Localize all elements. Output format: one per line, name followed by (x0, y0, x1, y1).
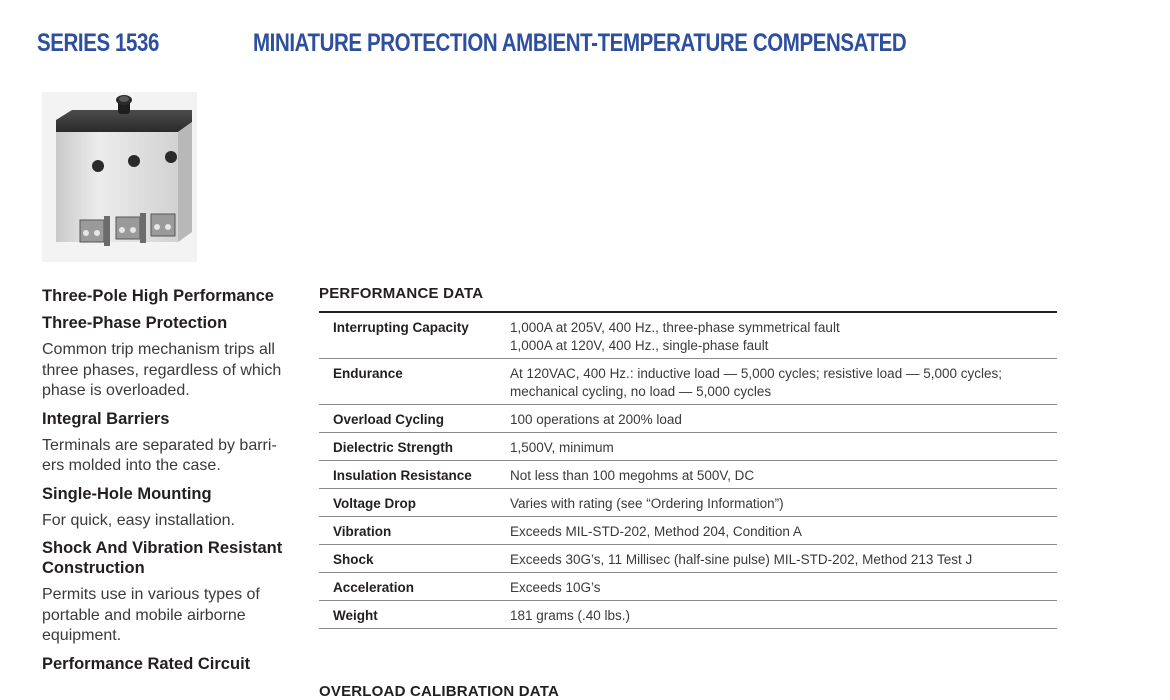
parameter-name: Insulation Resistance (319, 461, 510, 489)
table-row (319, 433, 1057, 461)
feature-heading: Three-Phase Protection (42, 314, 228, 332)
table-row (319, 359, 1057, 405)
parameter-name: Interrupting Capacity (319, 312, 510, 359)
parameter-name: Overload Cycling (319, 405, 510, 433)
table-row (319, 573, 1057, 601)
feature-body: Permits use in various types of portable and mobile airborne equipment. (42, 586, 260, 644)
parameter-value: Not less than 100 megohms at 500V, DC (510, 461, 1057, 489)
parameter-name: Voltage Drop (319, 489, 510, 517)
parameter-name: Acceleration (319, 573, 510, 601)
features-column (42, 285, 292, 681)
parameter-value: Exceeds 30G’s, 11 Millisec (half-sine pulse) MIL-STD-202, Method 213 Test J (510, 545, 1057, 573)
parameter-value: Exceeds MIL-STD-202, Method 204, Condition A (510, 517, 1057, 545)
feature-body: Terminals are separated by barri-ers molded into the case. (42, 436, 277, 474)
feature-heading: Performance Rated Circuit (42, 654, 251, 673)
parameter-value: 1,500V, minimum (510, 433, 1057, 461)
feature-body: For quick, easy installation. (42, 511, 235, 529)
parameter-value: Varies with rating (see “Ordering Information”) (510, 489, 1057, 517)
feature-heading: Shock And Vibration Resistant Construction (42, 539, 283, 577)
parameter-value: Exceeds 10G’s (510, 573, 1057, 601)
parameter-name: Weight (319, 601, 510, 629)
performance-table (319, 311, 1057, 629)
feature-body: Common trip mechanism trips all three phases, regardless of which phase is overloaded. (42, 341, 282, 399)
feature-heading: Integral Barriers (42, 409, 170, 428)
table-row (319, 545, 1057, 573)
table-row (319, 312, 1057, 359)
overload-calibration-title: OVERLOAD CALIBRATION DATA (319, 683, 559, 700)
table-row (319, 405, 1057, 433)
value-line: 1,000A at 205V, 400 Hz., three-phase symmetrical fault (510, 320, 840, 335)
parameter-value: 181 grams (.40 lbs.) (510, 601, 1057, 629)
parameter-name: Dielectric Strength (319, 433, 510, 461)
parameter-value (510, 359, 1057, 405)
parameter-value (510, 312, 1057, 359)
performance-data-title: PERFORMANCE DATA (319, 285, 484, 302)
value-line: At 120VAC, 400 Hz.: inductive load — 5,000 cycles; resistive load — 5,000 cycles; (510, 366, 1002, 381)
value-line: mechanical cycling, no load — 5,000 cycles (510, 384, 772, 399)
parameter-name: Endurance (319, 359, 510, 405)
series-title: SERIES 1536 (37, 29, 159, 57)
parameter-name: Vibration (319, 517, 510, 545)
circuit-breaker-photo (42, 92, 197, 262)
page-title: MINIATURE PROTECTION AMBIENT-TEMPERATURE COMPENSATED (253, 29, 907, 57)
table-row (319, 489, 1057, 517)
feature-heading: Three-Pole High Performance (42, 287, 274, 305)
table-row (319, 461, 1057, 489)
parameter-name: Shock (319, 545, 510, 573)
feature-heading: Single-Hole Mounting (42, 484, 212, 503)
value-line: 1,000A at 120V, 400 Hz., single-phase fault (510, 338, 769, 353)
parameter-value: 100 operations at 200% load (510, 405, 1057, 433)
table-row (319, 601, 1057, 629)
table-row (319, 517, 1057, 545)
